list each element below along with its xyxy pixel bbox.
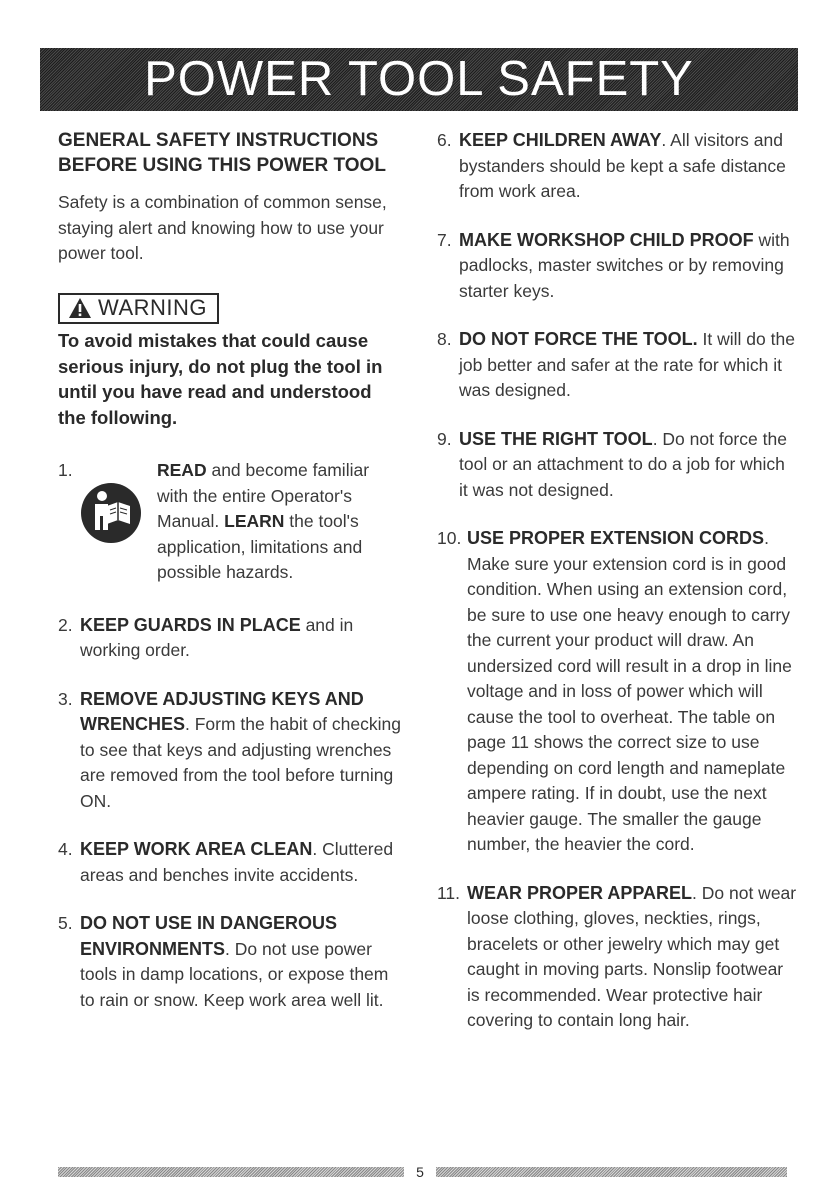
item-text	[459, 228, 797, 305]
general-safety-heading	[58, 128, 403, 178]
item-text	[467, 526, 797, 858]
item-lead: USE THE RIGHT TOOL	[459, 428, 653, 449]
safety-item-5	[58, 911, 403, 1013]
warning-label-box	[58, 293, 219, 324]
item-text	[157, 458, 403, 586]
page-footer	[0, 1164, 838, 1178]
item-lead: KEEP CHILDREN AWAY	[459, 130, 662, 150]
item-text	[80, 911, 403, 1013]
safety-item-11	[437, 881, 797, 1034]
item-number: 6.	[437, 130, 452, 150]
item-number: 8.	[437, 329, 452, 349]
warning-label: WARNING	[98, 295, 208, 320]
safety-item-2	[58, 613, 403, 664]
page-title: POWER TOOL SAFETY	[144, 52, 694, 106]
item-rest: and in working order.	[80, 614, 354, 660]
item-number: 11.	[437, 882, 461, 903]
safety-item-8	[437, 327, 797, 404]
item-number: 10.	[437, 528, 462, 548]
read-manual-icon-wrap	[80, 458, 157, 586]
safety-item-10	[437, 526, 797, 858]
item-rest: . Do not force the tool or an attachment to do a job for which it was not designed.	[459, 428, 787, 500]
item-lead: KEEP WORK AREA CLEAN	[80, 839, 313, 859]
item-number: 7.	[437, 229, 452, 250]
item-number: 4.	[58, 839, 73, 859]
general-safety-heading-line1: GENERAL SAFETY INSTRUCTIONS	[58, 130, 379, 151]
item-lead: REMOVE ADJUSTING KEYS AND WRENCHES	[80, 688, 364, 734]
item-rest: . Form the habit of checking to see that keys and adjusting wrenches are removed from the tool before turning ON.	[80, 714, 401, 811]
safety-item-9	[437, 427, 797, 504]
safety-item-3	[58, 687, 403, 815]
item-lead: READ	[157, 460, 207, 480]
item-rest: with padlocks, master switches or by removing starter keys.	[459, 229, 790, 301]
right-column	[437, 128, 797, 1034]
item-rest: It will do the job better and safer at the rate for which it was designed.	[459, 329, 795, 400]
item-text	[80, 687, 403, 815]
item-text	[459, 427, 797, 504]
read-manual-icon	[80, 482, 142, 544]
general-safety-intro: Safety is a combination of common sense, staying alert and knowing how to use your power tool.	[58, 192, 387, 263]
item-lead: DO NOT FORCE THE TOOL.	[459, 329, 698, 349]
safety-item-4	[58, 837, 403, 888]
item-rest: . Do not wear loose clothing, gloves, neckties, rings, bracelets or other jewelry which may get caught in moving parts. Nonslip footwear is recommended. Wear protective hair covering to contain long hair.	[467, 882, 797, 1030]
footer-rule-right	[436, 1167, 787, 1177]
safety-item-6	[437, 128, 797, 205]
general-safety-heading-line2: BEFORE USING THIS POWER TOOL	[58, 155, 386, 176]
warning-text: To avoid mistakes that could cause serious injury, do not plug the tool in until you have read and understood the following.	[58, 330, 383, 428]
safety-item-7	[437, 228, 797, 305]
item-rest: the tool's application, limitations and possible hazards.	[157, 511, 363, 582]
item-lead: DO NOT USE IN DANGEROUS ENVIRONMENTS	[80, 913, 338, 959]
item-number: 3.	[58, 688, 73, 709]
left-column	[58, 128, 403, 1013]
warning-triangle-icon	[68, 297, 92, 319]
item-rest: . Cluttered areas and benches invite accidents.	[80, 839, 394, 885]
item-text	[467, 881, 797, 1034]
item-rest: . Make sure your extension cord is in good condition. When using an extension cord, be sure to use one heavy enough to carry the current your product will draw. An undersized cord will result in a drop in line voltage and in loss of power which will cause the tool to overheat. The table on page 11 shows the correct size to use depending on cord length and nameplate ampere rating. If in doubt, use the next heavier gauge. The smaller the gauge number, the heavier the cord.	[467, 528, 792, 854]
footer-rule-left	[58, 1167, 404, 1177]
item-lead: USE PROPER EXTENSION CORDS	[467, 528, 765, 548]
item-number: 9.	[437, 428, 452, 449]
item-text	[80, 613, 403, 664]
item-mid: and become familiar with the entire Operator's Manual.	[157, 460, 370, 531]
item-rest: . Do not use power tools in damp locations, or expose them to rain or snow. Keep work area well lit.	[80, 938, 389, 1010]
item-number: 1.	[58, 460, 73, 480]
item-text	[80, 837, 403, 888]
item-lead: WEAR PROPER APPAREL	[467, 882, 693, 903]
safety-item-1	[58, 458, 403, 586]
page-number: 5	[416, 1164, 424, 1180]
item-number: 5.	[58, 913, 73, 933]
item-text	[459, 327, 797, 404]
item-lead: MAKE WORKSHOP CHILD PROOF	[459, 229, 754, 250]
item-lead: KEEP GUARDS IN PLACE	[80, 614, 301, 635]
page-title-banner	[40, 48, 798, 111]
item-number: 2.	[58, 614, 73, 635]
item-lead2: LEARN	[224, 511, 285, 531]
item-text	[459, 128, 797, 205]
item-rest: . All visitors and bystanders should be kept a safe distance from work area.	[459, 130, 786, 201]
